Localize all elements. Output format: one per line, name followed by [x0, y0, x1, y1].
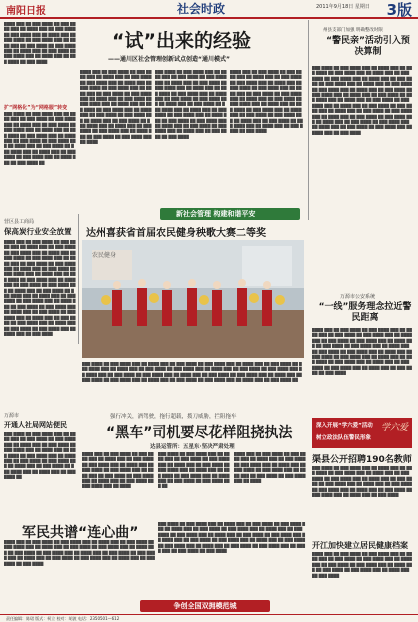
photo-overlay-text: 农民健身	[92, 252, 117, 259]
feature-caption-text: ███ ████ ██ ███ ████ ███ ██ ████ ███ ██ ███ ████ ██ ███ ████ ███ ██ ████ ███ ██ ███ ████ ██ ███ ████ ███ ██ ████ ███ ██ ███ ████ ██ ███ ████ ███ ██ ████ ███ ██ ███ ████ ██ ███ ████ ███ ██ ████ ███ ██ ███ ████ ██ ███ ████ ███ ██ ████ ███ ██ ███ ████ ██ ███ ████ ███ ██ ████ ███ ██ ███ ████ ██ ███ ████ ███ ██ ████ ███ ██ ███ ████ ██ ███ ████ ███ ██ ████ ███ ██ ███ ████ ██	[82, 362, 302, 383]
footer-banner	[140, 600, 270, 612]
section-title: 社会时政	[177, 2, 226, 16]
left-low-kicker: 万源市	[4, 413, 20, 419]
right-bottom-title: 开江加快建立居民健康档案	[312, 541, 408, 550]
ad-box	[312, 418, 412, 448]
bottom-left-title: 军民共谱“连心曲”	[22, 525, 139, 541]
right-mid-body: ████ ███ ██ ███ ████ ██ ███ ████ ███ ██ ████ ███ ██ ███ ████ ██ ███ ████ ███ ██ ████ ███ ██ ███ ████ ██ ███ ████ ███ ██ ████ ███ ██ ███ ████ ██ ███ ████ ███ ██ ████ ███ ██ ███ ████ ██ ███ ████ ███ ██ ████ ███ ██ ███ ████ ██ ███ ████ ███ ██ ████ ███ ██ ███ ████ ██ ███ ████ ███ ██ ████ ███ ██ ███ ████ ██ ███ ████ ███ ██ ████ ███ ██ ███ ████ ██ ███ ████	[312, 328, 412, 376]
left-low-title: 开通人社局网站便民	[4, 421, 67, 429]
left-mid-title: 保高炭行业安全放置	[4, 227, 72, 236]
page-header	[0, 0, 418, 19]
issue-date: 2011年9月18日 星期日	[316, 4, 370, 10]
right-low-title: 渠县公开招聘190名教师	[312, 455, 412, 465]
top-story-col-3: ████ ███ ██ ███ ████ ██ ███ ████ ███ ██ ████ ███ ██ ███ ████ ██ ███ ████ ███ ██ ████ ███ ██ ███ ████ ██ ███ ████ ███ ██ ████ ███ ██ ███ ████ ██ ███ ████ ███ ██ ████ ███ ██ ███ ████ ██ ███ ████ ███ ██ ████ ███ ██ ███ ████ ██ ███ ████ ███ ██ ████ ███ ██ ███ ████ ██ ███ ████ ███ ██ ████ ███ ██ ███ ████ ██ ███ ████ ███ ██ ████ ███ ██ ███ ████ ██ ███ ████	[230, 70, 303, 134]
page-number: 3版	[386, 1, 412, 19]
right-bottom-body: ████ ███ ██ ███ ████ ██ ███ ████ ███ ██ ████ ███ ██ ███ ████ ██ ███ ████ ███ ██ ████ ███ ██ ███ ████ ██ ███ ████ ███ ██ ████ ███ ██ ███ ████ ██ ███ ████ ███ ██ ████ ███ ██ ███ ████	[312, 552, 412, 578]
feature-title: 达州喜获省首届农民健身秧歌大赛二等奖	[86, 228, 266, 239]
right-top-body: ███ ████ ██ ███ ████ ███ ██ ████ ███ ██ ███ ████ ██ ███ ████ ███ ██ ████ ███ ██ ███ ████ ██ ███ ████ ███ ██ ████ ███ ██ ███ ████ ██ ███ ████ ███ ██ ████ ███ ██ ███ ████ ██ ███ ████ ███ ██ ████ ███ ██ ███ ████ ██ ███ ████ ███ ██ ████ ███ ██ ███ ████ ██ ███ ████ ███ ██ ████ ███ ██ ███ ████ ██ ███ ████ ███ ██ ████ ███ ██ ███ ████ ██ ███ ████ ███ ██ ████ ███ ██ ███ ████ ██ ███ ████ ███ ██ ████ ███ ██ ███ ████ ██ ███ ████ ███ ██ ████ ███ ██ ███ ████ ██ ███ ████ ███ ██ ████ ███ ██ ███ ████ ██ ███ ████ ███ ██ ████ ███ ██ ███ ████	[312, 66, 412, 135]
section-banner	[160, 208, 300, 220]
left-subhead: 扩“网格化”为“网格服”转变	[4, 105, 68, 111]
feature-photo	[82, 240, 304, 358]
traffic-col-1: ████ ███ ██ ███ ████ ██ ███ ████ ███ ██ ████ ███ ██ ███ ████ ██ ███ ████ ███ ██ ████ ███ ██ ███ ████ ██ ███ ████ ███ ██ ████ ███ ██ ███ ████ ██ ███ ████ ███ ██ ████ ███ ██ ███ ████ ██ ███ ████ ███ ██ ████	[82, 452, 154, 489]
traffic-col-2: ███ ████ ██ ███ ████ ███ ██ ████ ███ ██ ███ ████ ██ ███ ████ ███ ██ ████ ███ ██ ███ ████ ██ ███ ████ ███ ██ ████ ███ ██ ███ ████ ██ ███ ████ ███ ██ ████ ███ ██ ███ ████ ██ ███ ████ ███ ██	[158, 452, 230, 489]
top-story-col-1: ████ ███ ██ ███ ████ ██ ███ ████ ███ ██ ████ ███ ██ ███ ████ ██ ███ ████ ███ ██ ████ ███ ██ ███ ████ ██ ███ ████ ███ ██ ████ ███ ██ ███ ████ ██ ███ ████ ███ ██ ████ ███ ██ ███ ████ ██ ███ ████ ███ ██ ████ ███ ██ ███ ████ ██ ███ ████ ███ ██ ████ ███ ██ ███ ████ ██ ███ ████ ███ ██ ████ ███ ██ ███ ████ ██ ███ ████ ███ ██ ████ ███ ██ ███ ████ ██ ███ ████ ███ ██ ████ ███ ██ ███ ████ ██ ███ ████ ███ ██ ████	[80, 70, 152, 145]
ad-line-1: 深入开展“学六爱”活动	[316, 423, 373, 429]
right-mid-title: “一线”服务理念拉近警民距离	[318, 302, 412, 323]
bottom-mid-body: ███ ████ ██ ███ ████ ███ ██ ████ ███ ██ ███ ████ ██ ███ ████ ███ ██ ████ ███ ██ ███ ████ ██ ███ ████ ███ ██ ████ ███ ██ ███ ████ ██ ███ ████ ███ ██ ████ ███ ██ ███ ████ ██ ███ ████ ███ ██ ████ ███ ██ ███ ████ ██ ███ ████ ███ ██ ████ ███ ██ ███ ████ ██ ███ ████ ███ ██ ████ ███ ██ ███ ████ ██ ███ ████ ███ ██ ████ ███ ██ ███ ████ ██ ███ ████	[158, 522, 306, 554]
left-body-text: ███ ████ ██ ███ ████ ███ ██ ████ ███ ██ ███ ████ ██ ███ ████ ███ ██ ████ ███ ██ ███ ████ ██ ███ ████ ███ ██ ████ ███ ██ ███ ████ ██ ███ ████ ███ ██ ████ ███ ██ ███ ████ ██ ███ ████ ███ ██ ████ ███ ██ ███ ████ ██ ███ ████ ███ ██ ████ ███ ██ ███ ████ ██ ███ ████ ███ ██ ████ ███ ██ ███ ████ ██	[4, 112, 76, 165]
footer-text: 责任编辑：陈珺 版式：柯立 校对：胡波 电话：2350501—612	[6, 616, 120, 621]
left-intro-text: ████ ███ ██ ███ ████ ██ ███ ████ ███ ██ ████ ███ ██ ███ ████ ██ ███ ████ ███ ██ ████ ███ ██ ███ ████ ██ ███ ████ ███ ██ ████ ███ ██ ███ ████ ██ ███ ████ ███ ██ ████ ███ ██ ███ ████ ██ ███ ████ ███ ██ ████ ███ ██ ███ ████ ██ ███ ████	[4, 22, 76, 64]
right-top-kicker: 州县支部门加强 明确整改时限	[323, 28, 383, 33]
traffic-kicker: 强行冲关，酒驾驶，拖行超载，拨刀威胁，拦阻拖车	[110, 414, 237, 420]
left-low-body: ███ ████ ██ ███ ████ ███ ██ ████ ███ ██ ███ ████ ██ ███ ████ ███ ██ ████ ███ ██ ███ ████ ██ ███ ████ ███ ██ ████ ███ ██ ███ ████ ██ ███ ████ ███ ██ ████ ███ ██ ███ ████ ██ ███ ████ ███ ██ ████ ███ ██ ███ ████ ██ ███ ████ ███ ██ ████ ███ ██ ███ ████ ██	[4, 432, 76, 480]
top-story-subtitle: ——通川区社会管理创新试点创造“通川模式”	[108, 56, 230, 63]
traffic-col-3: ████ ███ ██ ███ ████ ██ ███ ████ ███ ██ ████ ███ ██ ███ ████ ██ ███ ████ ███ ██ ████ ███ ██ ███ ████ ██ ███ ████ ███ ██ ████ ███ ██ ███ ████ ██ ███ ████ ███ ██ ████	[234, 452, 306, 484]
paper-logo: 南阳日报	[6, 6, 46, 17]
footer-banner-text: 争创全国双拥模范城	[173, 602, 237, 610]
page-footer	[0, 614, 418, 622]
left-mid-kicker: 营区县工商局	[4, 219, 35, 225]
bottom-left-body: ████ ███ ██ ███ ████ ██ ███ ████ ███ ██ ████ ███ ██ ███ ████ ██ ███ ████ ███ ██ ████ ███ ██ ███ ████ ██ ███ ████ ███ ██ ████ ███ ██ ███ ████ ██ ███ ████ ███ ██ ████ ███ ██ ███ ████ ██ ███ ████ ███ ██ ████ ███ ██ ███ ████ ██ ███ ████ ███ ██ ████ ███ ██ ███ ████ ██ ███ ████	[4, 540, 155, 566]
top-story-title: “试”出来的经验	[112, 30, 251, 52]
ad-line-2: 树立政法队伍警民形象	[316, 435, 372, 441]
traffic-subtitle: 达县运管所：五星东·坚决严肃处理	[150, 444, 235, 450]
section-banner-text: 新社会管理 构建和谐平安	[176, 210, 256, 218]
ad-logo-text: 学六爱	[380, 423, 408, 433]
left-mid-body: ████ ███ ██ ███ ████ ██ ███ ████ ███ ██ ████ ███ ██ ███ ████ ██ ███ ████ ███ ██ ████ ███ ██ ███ ████ ██ ███ ████ ███ ██ ████ ███ ██ ███ ████ ██ ███ ████ ███ ██ ████ ███ ██ ███ ████ ██ ███ ████ ███ ██ ████ ███ ██ ███ ████ ██ ███ ████ ███ ██ ████ ███ ██ ███ ████ ██ ███ ████ ███ ██ ████ ███ ██ ███ ████ ██ ███ ████ ███ ██ ████ ███ ██ ███ ████ ██ ███ ████ ███ ██ ████ ███ ██ ███ ████ ██ ███ ████ ███ ██ ████ ███ ██ ███ ████ ██ ███ ████ ███ ██ ████ ███ ██ ███ ████ ██ ███ ████ ███ ██ ████ ███ ██ ███ ████ ██ ███ ████ ███ ██ ████ ███ ██ ███ ████	[4, 240, 76, 336]
right-low-body: ███ ████ ██ ███ ████ ███ ██ ████ ███ ██ ███ ████ ██ ███ ████ ███ ██ ████ ███ ██ ███ ████ ██ ███ ████ ███ ██ ████ ███ ██ ███ ████ ██ ███ ████ ███ ██ ████ ███ ██ ███ ████ ██ ███ ████ ███ ██ ████ ███ ██ ███ ████ ██ ███ ████ ███ ██ ████ ███ ██ ███ ████	[312, 466, 412, 498]
traffic-title: “黑车”司机要尽花样阻挠执法	[106, 425, 293, 441]
right-top-title: “警民亲”活动引入预决算制	[326, 36, 410, 57]
right-mid-kicker: 万源市公安系统	[340, 294, 376, 300]
column-divider	[308, 20, 309, 220]
column-divider	[78, 214, 79, 344]
top-story-col-2: ███ ████ ██ ███ ████ ███ ██ ████ ███ ██ ███ ████ ██ ███ ████ ███ ██ ████ ███ ██ ███ ████ ██ ███ ████ ███ ██ ████ ███ ██ ███ ████ ██ ███ ████ ███ ██ ████ ███ ██ ███ ████ ██ ███ ████ ███ ██ ████ ███ ██ ███ ████ ██ ███ ████ ███ ██ ████ ███ ██ ███ ████ ██ ███ ████ ███ ██ ████ ███ ██ ███ ████ ██ ███ ████ ███ ██ ████ ███ ██ ███ ████ ██ ███ ████ ███ ██ ████ ███ ██ ███ ████ ██ ███ ████	[155, 70, 227, 139]
